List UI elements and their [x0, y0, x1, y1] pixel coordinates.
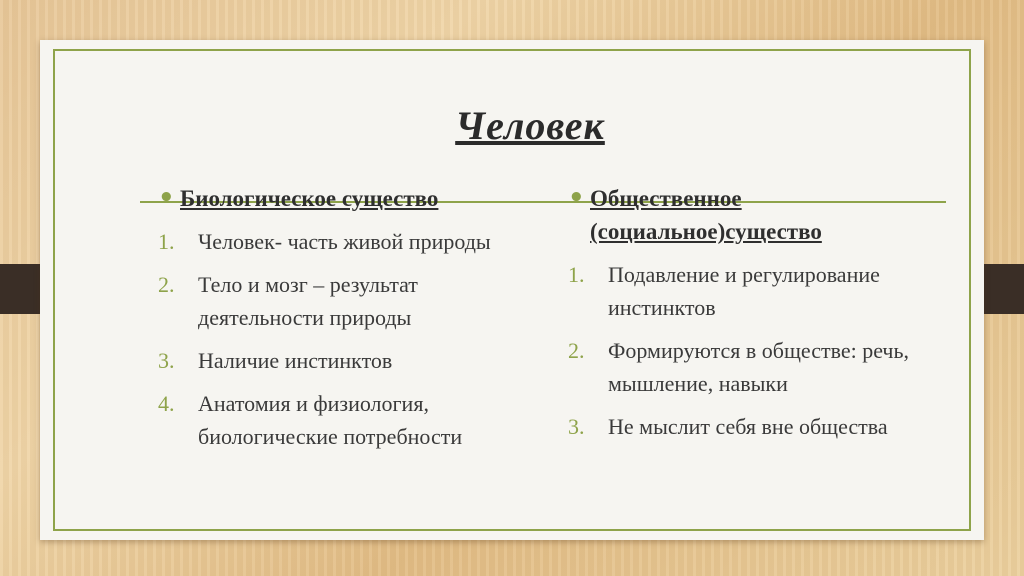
list-number: 4. — [158, 391, 175, 416]
list-item — [158, 225, 538, 258]
list-item-text: Подавление и регулирование инстинктов — [608, 262, 880, 320]
right-list — [568, 258, 968, 443]
slide-card — [40, 40, 984, 540]
list-number: 1. — [568, 262, 585, 287]
left-heading-text: Биологическое существо — [180, 186, 439, 211]
list-item — [158, 268, 538, 334]
list-item — [568, 410, 968, 443]
list-item-text: Формируются в обществе: речь, мышление, навыки — [608, 338, 910, 396]
right-heading — [568, 182, 968, 248]
list-item-text: Тело и мозг – результат деятельности природы — [198, 272, 418, 330]
bullet-icon: • — [158, 183, 175, 213]
left-list — [158, 225, 538, 453]
list-number: 3. — [158, 348, 175, 373]
list-item-text: Анатомия и физиология, биологические потребности — [198, 391, 463, 449]
list-number: 3. — [568, 414, 585, 439]
list-item-text: Не мыслит себя вне общества — [608, 414, 888, 439]
slide-title: Человек — [455, 103, 605, 148]
bullet-icon: • — [568, 183, 585, 213]
right-column — [568, 182, 968, 453]
list-item-text: Наличие инстинктов — [198, 348, 393, 373]
list-item — [568, 334, 968, 400]
list-item-text: Человек- часть живой природы — [198, 229, 491, 254]
list-number: 1. — [158, 229, 175, 254]
list-item — [568, 258, 968, 324]
left-heading — [158, 182, 538, 215]
list-number: 2. — [568, 338, 585, 363]
list-item — [158, 344, 538, 377]
list-number: 2. — [158, 272, 175, 297]
right-heading-text: Общественное (социальное)существо — [590, 186, 822, 244]
left-column — [158, 182, 538, 463]
list-item — [158, 387, 538, 453]
